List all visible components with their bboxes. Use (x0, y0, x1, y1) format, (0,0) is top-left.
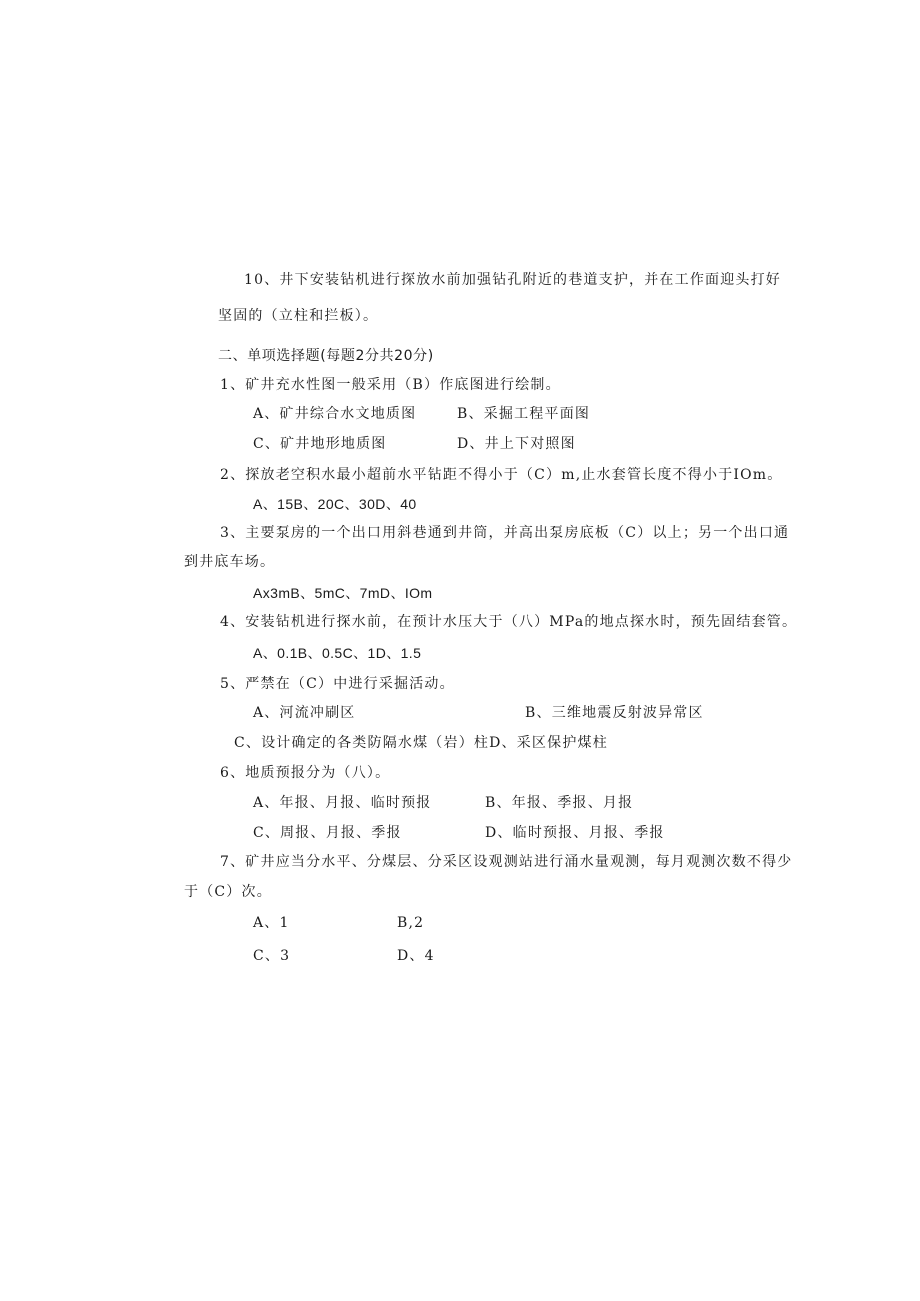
question-7-stem-line-1: 7、矿井应当分水平、分煤层、分采区设观测站进行涌水量观测，每月观测次数不得少 (220, 854, 793, 870)
question-6-option-d: D、临时预报、月报、季报 (485, 825, 665, 841)
question-5-option-b: B、三维地震反射波异常区 (525, 705, 704, 721)
question-1-option-a: A、矿井综合水文地质图 (253, 406, 417, 422)
question-1-option-c: C、矿井地形地质图 (253, 436, 387, 452)
question-1-option-b: B、采掘工程平面图 (457, 406, 591, 422)
question-6-option-b: B、年报、季报、月报 (485, 795, 634, 811)
question-7-option-d: D、4 (397, 948, 435, 964)
question-4-options: A、0.1B、0.5C、1D、1.5 (253, 645, 422, 661)
question-7-option-a: A、1 (253, 915, 290, 931)
question-3-stem-line-2: 到井底车场。 (184, 554, 276, 570)
question-6-option-c: C、周报、月报、季报 (253, 825, 402, 841)
question-6-stem: 6、地质预报分为（八）。 (220, 765, 391, 781)
question-5-stem: 5、严禁在（C）中进行采掘活动。 (220, 676, 455, 692)
question-7-option-b: B,2 (397, 915, 425, 931)
question-5-option-a: A、河流冲刷区 (253, 705, 356, 721)
question-6-option-a: A、年报、月报、临时预报 (253, 795, 432, 811)
question-2-options: A、15B、20C、30D、40 (253, 496, 417, 512)
question-4-stem: 4、安装钻机进行探水前，在预计水压大于（八）MPa的地点探水时，预先固结套管。 (220, 614, 798, 630)
question-1-option-d: D、井上下对照图 (457, 436, 576, 452)
question-3-stem-line-1: 3、主要泵房的一个出口用斜巷通到井筒，并高出泵房底板（C）以上；另一个出口通 (220, 525, 790, 541)
question-7-stem-line-2: 于（C）次。 (184, 884, 272, 900)
question-7-option-c: C、3 (253, 948, 291, 964)
question-5-options-cd: C、设计确定的各类防隔水煤（岩）柱D、采区保护煤柱 (234, 735, 608, 751)
section-2-heading: 二、单项选择题(每题2分共20分) (218, 348, 434, 364)
question-1-stem: 1、矿井充水性图一般采用（B）作底图进行绘制。 (220, 377, 561, 393)
question-2-stem: 2、探放老空积水最小超前水平钻距不得小于（C）m,止水套管长度不得小于IOm。 (220, 467, 783, 483)
question-3-options: Ax3mB、5mC、7mD、IOm (253, 585, 433, 601)
question-10-line-1: 10、井下安装钻机进行探放水前加强钻孔附近的巷道支护，并在工作面迎头打好 (244, 272, 782, 288)
question-10-line-2: 坚固的（立柱和拦板）。 (218, 308, 379, 324)
